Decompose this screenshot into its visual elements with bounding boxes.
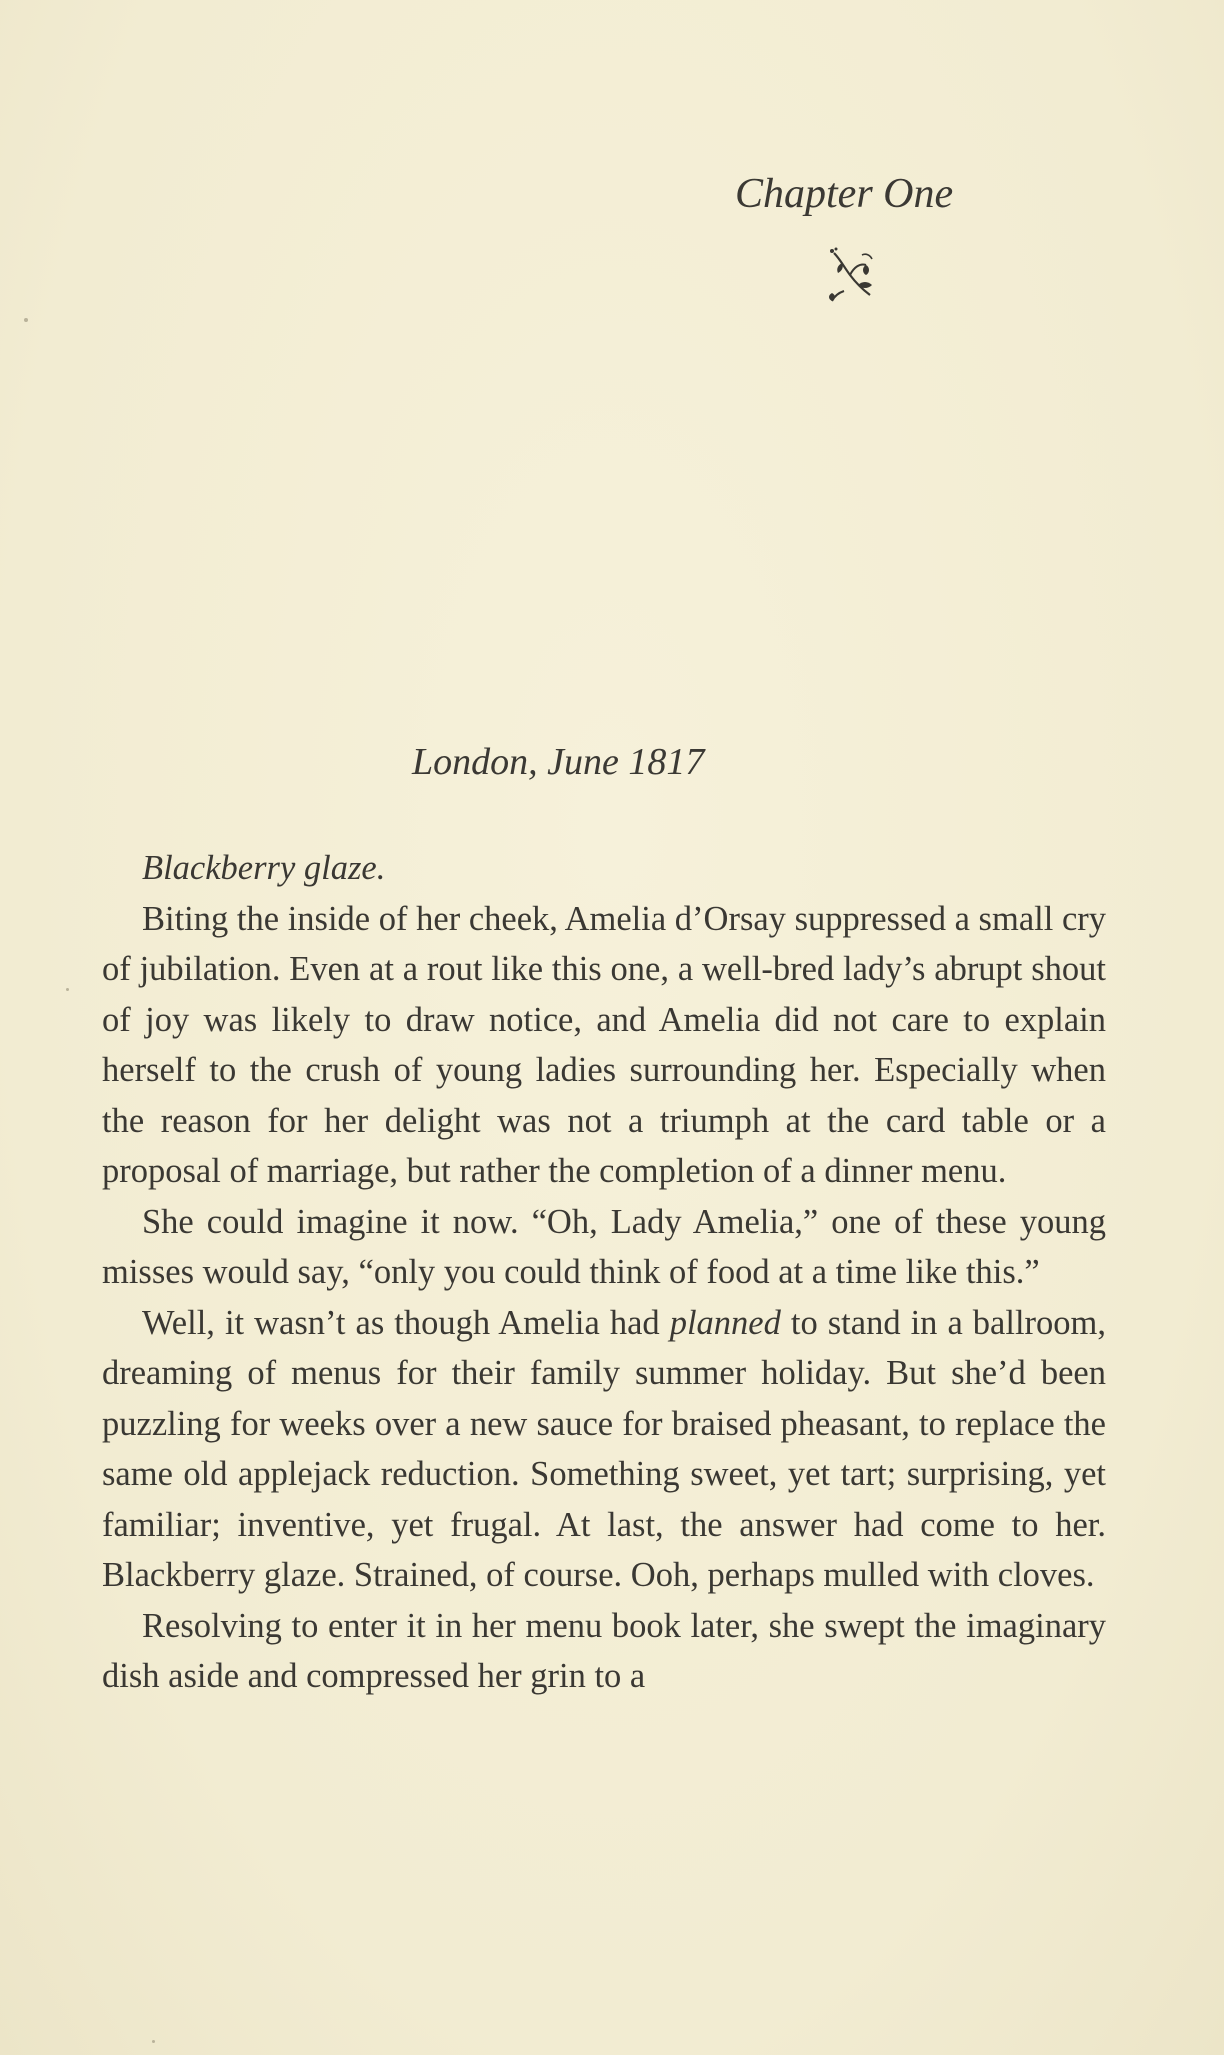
paragraph	[102, 1298, 1106, 1601]
paper-speck	[152, 2040, 155, 2043]
chapter-title: Chapter One	[735, 171, 954, 217]
paragraph: Resolving to enter it in her menu book later, she swept the imaginary dish aside and compressed her grin to a	[102, 1606, 1106, 1695]
paper-speck	[24, 318, 28, 322]
paper-speck	[66, 988, 69, 991]
dateline: London, June 1817	[412, 741, 705, 783]
paragraph: Biting the inside of her cheek, Amelia d’Orsay suppressed a small cry of jubilation. Even at a rout like this one, a well-bred lady’s abrupt shout of joy was likely to draw notice, and Amelia did not care to explain herself to the crush of young ladies surrounding her. Especially when the reason for her delight was not a triumph at the card table or a proposal of marriage, but rather the completion of a dinner menu.	[102, 899, 1106, 1190]
opening-line: Blackberry glaze.	[142, 849, 386, 887]
emphasized-word: planned	[669, 1303, 781, 1342]
paragraph: She could imagine it now. “Oh, Lady Amelia,” one of these young misses would say, “only you could think of food at a time like this.”	[102, 1202, 1106, 1291]
paragraph-text-end: to stand in a ballroom, dreaming of menus for their family summer holiday. But she’d been puzzling for weeks over a new sauce for braised pheasant, to replace the same old applejack reduction. Something sweet, yet tart; surprising, yet familiar; inventive, yet frugal. At last, the answer had come to her. Blackberry glaze. Strained, of course. Ooh, perhaps mulled with cloves.	[102, 1303, 1106, 1594]
floral-sprig-icon	[822, 245, 882, 305]
chapter-body	[102, 843, 1106, 1702]
paragraph-text-start: Well, it wasn’t as though Amelia had	[142, 1303, 670, 1342]
